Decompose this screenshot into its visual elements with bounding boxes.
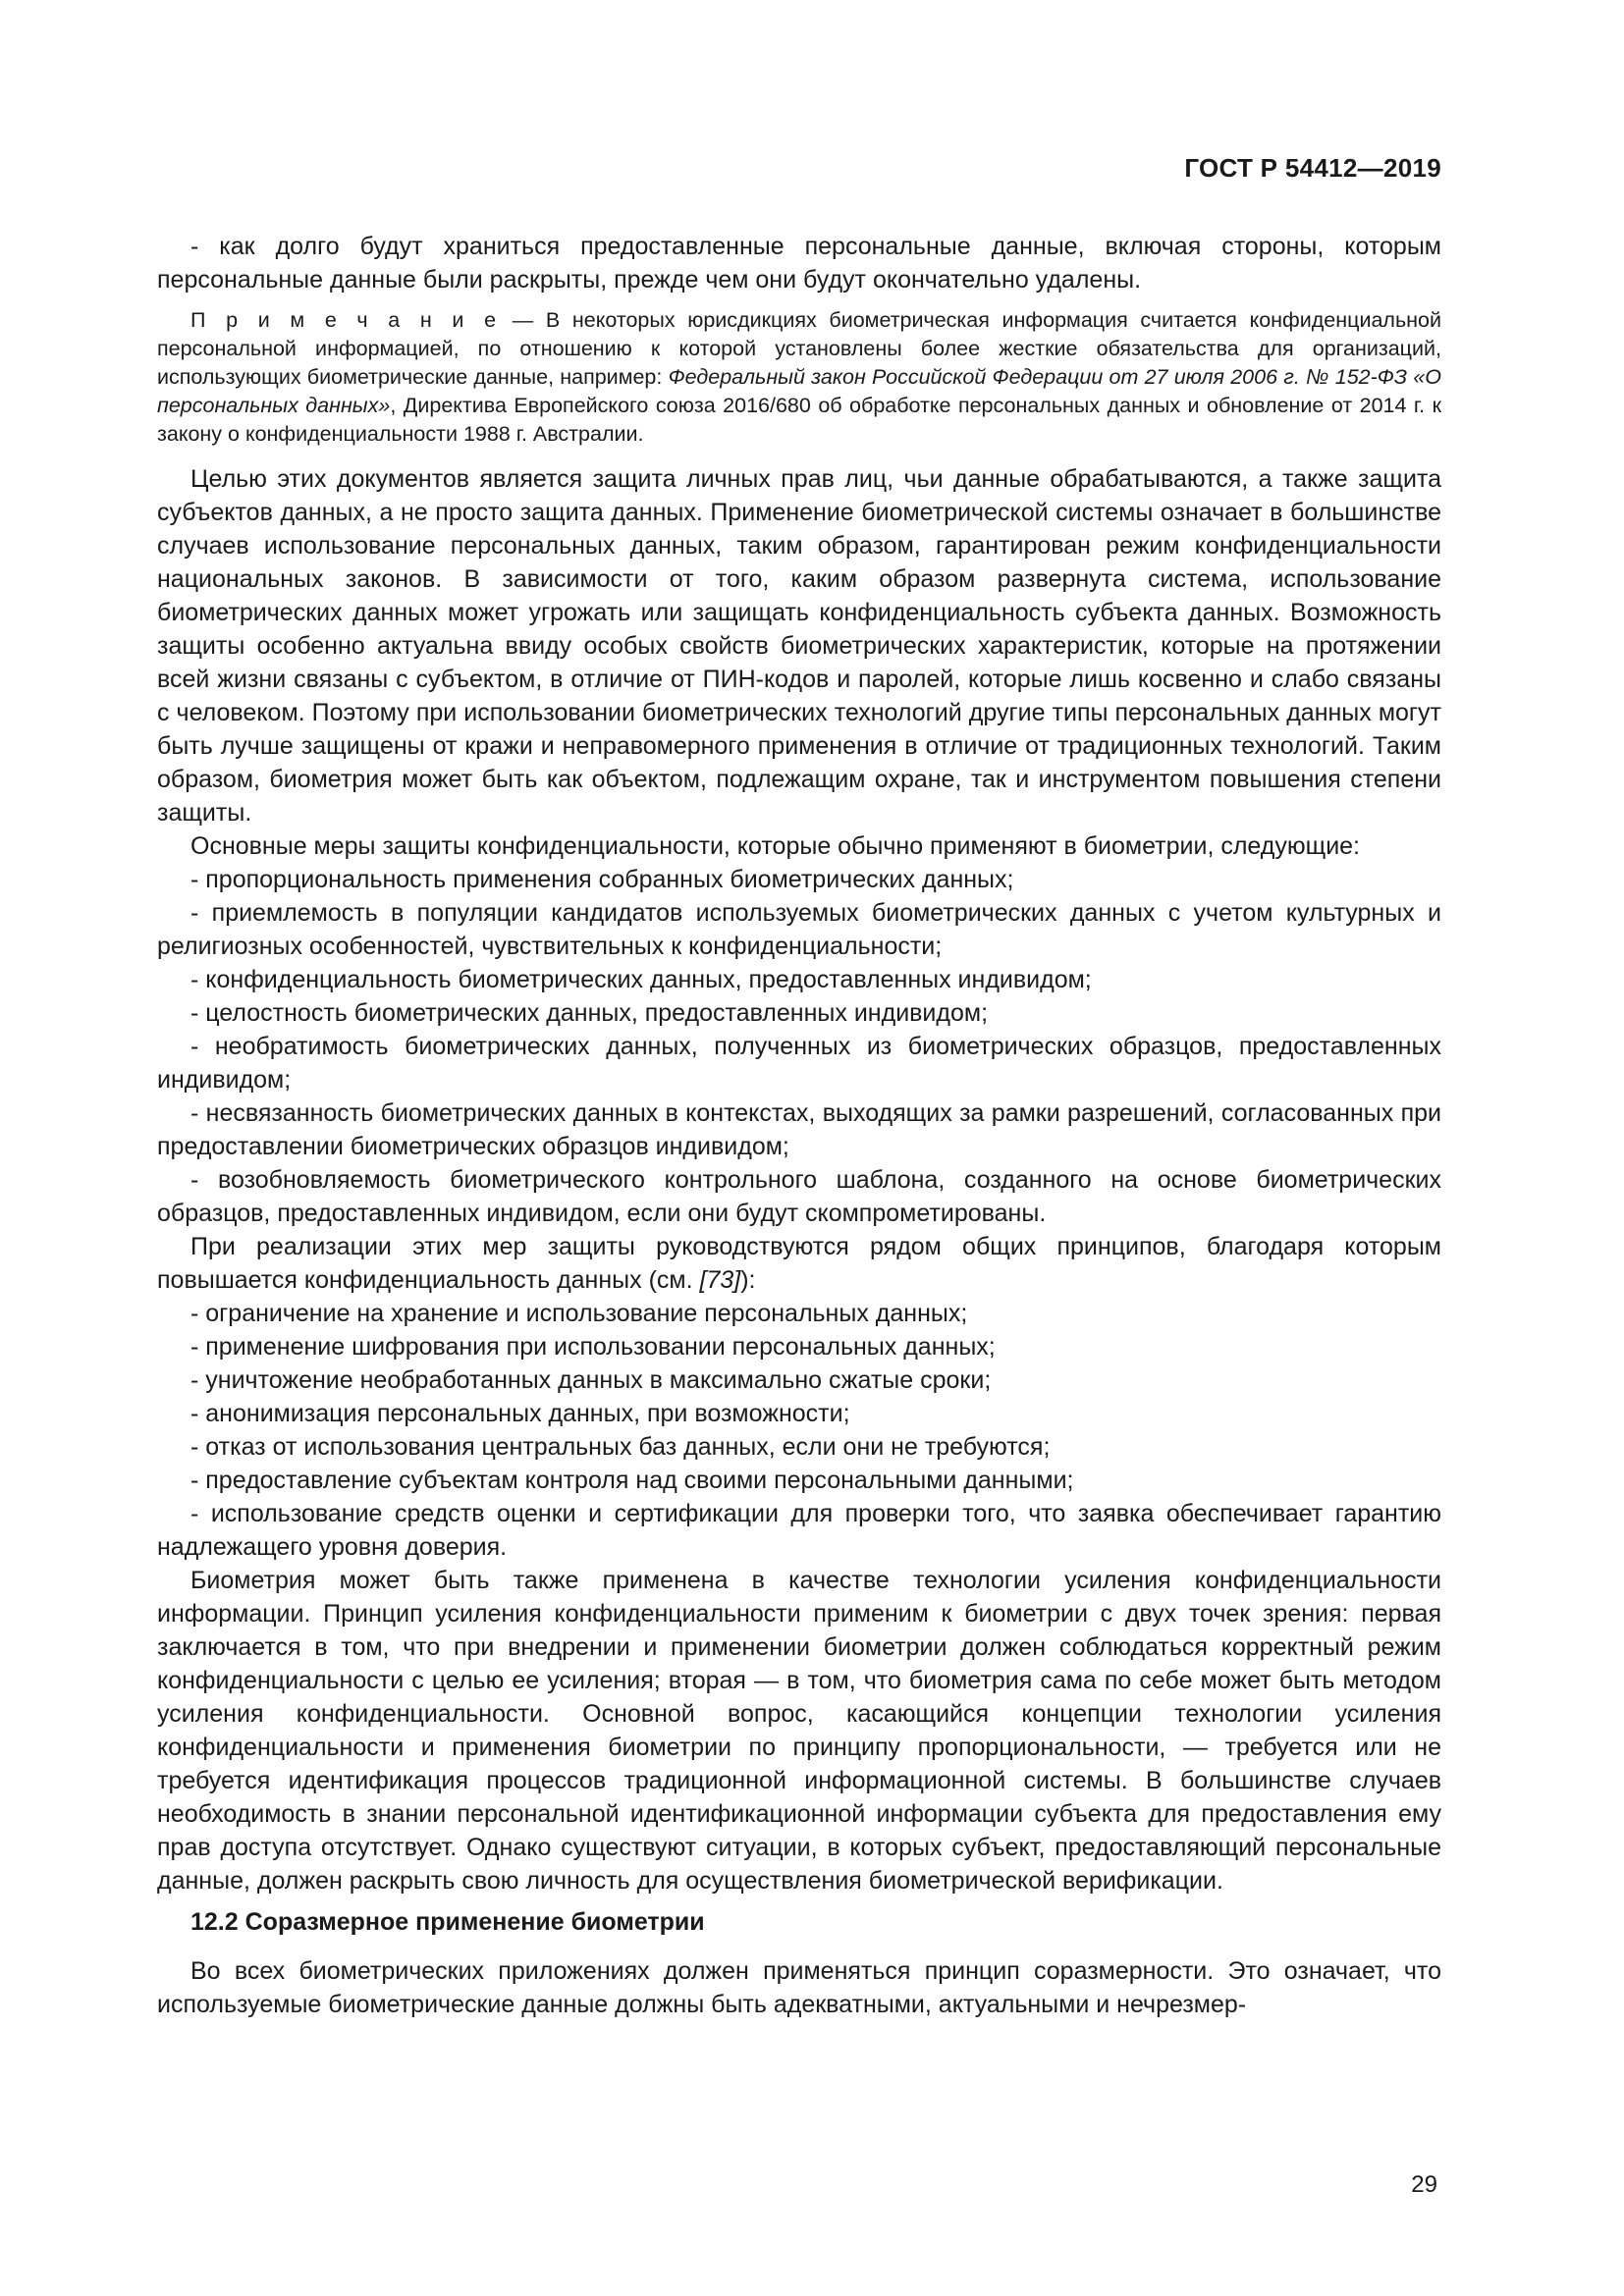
list-item: - целостность биометрических данных, предоставленных индивидом;: [190, 999, 989, 1027]
paragraph-1: Целью этих документов является защита личных прав лиц, чьи данные обрабатываются, а также защита субъектов данных, а не просто защита данных. Применение биометрической системы означает в большинстве случаев использование персональных данных, таким образом, гарантирован режим конфиденциальности национальных законов. В зависимости от того, каким образом развернута система, использование биометрических данных может угрожать или защищать конфиденциальность субъекта данных. Возможность защиты особенно актуальна ввиду особых свойств биометрических характеристик, которые на протяжении всей жизни связаны с субъектом, в отличие от ПИН-кодов и паролей, которые лишь косвенно и слабо связаны с человеком. Поэтому при использовании биометрических технологий другие типы персональных данных могут быть лучше защищены от кражи и неправомерного применения в отличие от традиционных технологий. Таким образом, биометрия может быть как объектом, подлежащим охране, так и инструментом повышения степени защиты.: [157, 465, 1441, 827]
page-number: 29: [1411, 2171, 1437, 2198]
list-item: - необратимость биометрических данных, полученных из биометрических образцов, предоставленных индивидом;: [157, 1033, 1441, 1094]
paragraph-3-text: При реализации этих мер защиты руководствуются рядом общих принципов, благодаря которым повышается конфиденциальность данных (см.: [157, 1233, 1441, 1294]
citation-reference: [73]: [699, 1266, 741, 1294]
section-number: 12.2: [190, 1908, 239, 1936]
list-item: - приемлемость в популяции кандидатов используемых биометрических данных с учетом культурных и религиозных особенностей, чувствительных к конфиденциальности;: [157, 899, 1441, 960]
list-item: - несвязанность биометрических данных в контекстах, выходящих за рамки разрешений, согласованных при предоставлении биометрических образцов индивидом;: [157, 1099, 1441, 1160]
section-heading: [157, 1905, 1441, 1939]
list-item: - использование средств оценки и сертификации для проверки того, что заявка обеспечивает гарантию надлежащего уровня доверия.: [157, 1500, 1441, 1561]
paragraph-3-end: ):: [740, 1266, 756, 1294]
list-item: - конфиденциальность биометрических данных, предоставленных индивидом;: [190, 966, 1092, 993]
note-label: П р и м е ч а н и е: [190, 308, 501, 332]
paragraph-2: Основные меры защиты конфиденциальности, которые обычно применяют в биометрии, следующие:: [190, 832, 1361, 860]
section-title: Соразмерное применение биометрии: [244, 1908, 705, 1936]
list-item: - возобновляемость биометрического контрольного шаблона, созданного на основе биометрических образцов, предоставленных индивидом, если они будут скомпрометированы.: [157, 1166, 1441, 1227]
measures-list: [157, 863, 1441, 1230]
paragraph-5: Во всех биометрических приложениях должен применяться принцип соразмерности. Это означает, что используемые биометрические данные должны быть адекватными, актуальными и нечрезмер-: [157, 1957, 1441, 2018]
note-italic-reference: Федеральный закон Российской Федерации от 27 июля 2006 г. № 152-ФЗ «О персональных данных»: [157, 365, 1441, 417]
list-item: - отказ от использования центральных баз данных, если они не требуются;: [190, 1433, 1051, 1461]
list-item: - применение шифрования при использовании персональных данных;: [190, 1333, 996, 1361]
list-item: - уничтожение необработанных данных в максимально сжатые сроки;: [190, 1366, 992, 1394]
note-text-after: , Директива Европейского союза 2016/680 об обработке персональных данных и обновление от 2014 г. к закону о конфиденциальности 1988 г. Австралии.: [157, 394, 1441, 446]
list-item: - анонимизация персональных данных, при возможности;: [190, 1400, 850, 1427]
list-item: - пропорциональность применения собранных биометрических данных;: [190, 866, 1014, 893]
list-item: - предоставление субъектам контроля над своими персональными данными;: [190, 1467, 1074, 1494]
paragraph-3: [157, 1230, 1441, 1297]
document-header: ГОСТ Р 54412—2019: [1184, 153, 1441, 183]
principles-list: [157, 1297, 1441, 1564]
paragraph-4: Биометрия может быть также применена в качестве технологии усиления конфиденциальности информации. Принцип усиления конфиденциальности применим к биометрии с двух точек зрения: первая заключается в том, что при внедрении и применении биометрии должен соблюдаться корректный режим конфиденциальности с целью ее усиления; вторая — в том, что биометрия сама по себе может быть методом усиления конфиденциальности. Основной вопрос, касающийся концепции технологии усиления конфиденциальности и применения биометрии по принципу пропорциональности, — требуется или не требуется идентификация процессов традиционной информационной системы. В большинстве случаев необходимость в знании персональной идентификационной информации субъекта для предоставления ему прав доступа отсутствует. Однако существуют ситуации, в которых субъект, предоставляющий персональные данные, должен раскрыть свою личность для осуществления биометрической верификации.: [157, 1567, 1441, 1895]
note-text-before: — В некоторых юрисдикциях биометрическая информация считается конфиденциальной персональной информацией, по отношению к которой установлены более жесткие обязательства для организаций, использующих биометрические данные, например:: [157, 308, 1441, 389]
list-item: - ограничение на хранение и использование персональных данных;: [190, 1300, 968, 1327]
page-content: [157, 230, 1441, 2021]
intro-bullet: - как долго будут храниться предоставленные персональные данные, включая стороны, которым персональные данные были раскрыты, прежде чем они будут окончательно удалены.: [157, 233, 1441, 294]
note: [157, 306, 1441, 449]
